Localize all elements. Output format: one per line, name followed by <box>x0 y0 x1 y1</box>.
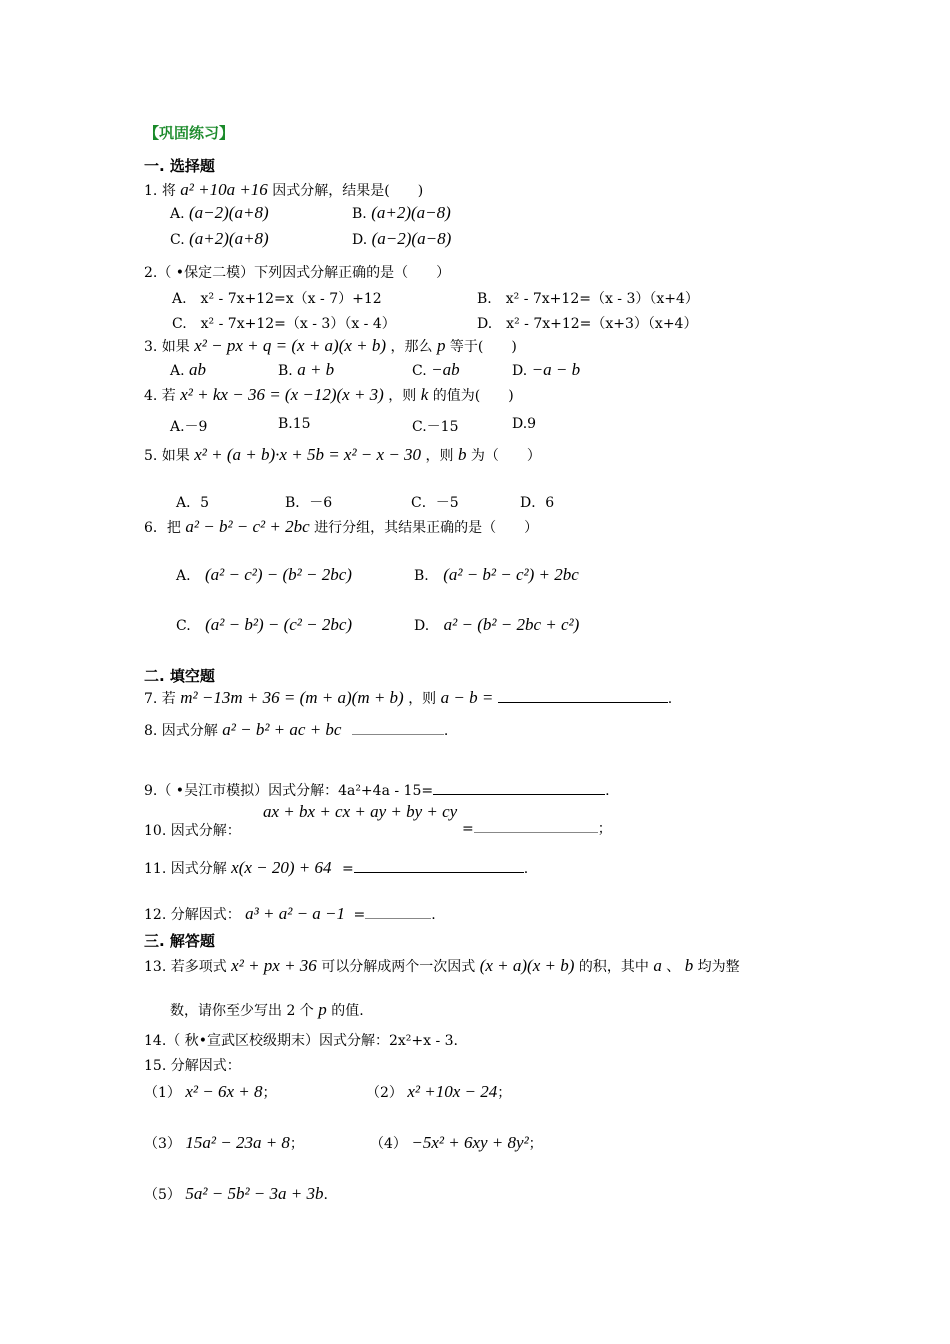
question-10-answer: = ； <box>462 818 612 838</box>
q3-option-b: B. a + b <box>278 360 335 379</box>
q5-option-c: C．－5 <box>411 495 459 511</box>
q3-option-a: A. ab <box>170 360 207 379</box>
q10-answer-blank[interactable] <box>474 818 598 833</box>
q5-option-d: D．6 <box>520 495 555 511</box>
section-solve: 三. 解答题 <box>144 932 215 950</box>
q1-option-b: B. (a+2)(a−8) <box>352 203 451 222</box>
question-11: 11. 因式分解 x(x − 20) + 64 = . <box>144 858 529 877</box>
section-multiple-choice: 一. 选择题 <box>144 157 215 175</box>
question-12: 12. 分解因式： a³ + a² − a −1 = . <box>144 904 436 923</box>
question-2: 2.（ •保定二模）下列因式分解正确的是（ ） <box>144 265 451 281</box>
q2-option-b: B. x² - 7x+12=（x - 3）（x+4） <box>477 291 699 307</box>
question-14: 14.（ 秋•宣武区校级期末）因式分解：2x²+x - 3. <box>144 1033 459 1049</box>
q6-option-b: B. (a² − b² − c²) + 2bc <box>414 565 579 584</box>
q15-item-4: （4） −5x² + 6xy + 8y²； <box>370 1133 543 1152</box>
q9-answer-blank[interactable] <box>433 780 605 795</box>
q6-option-a: A. (a² − c²) − (b² − 2bc) <box>176 565 352 584</box>
q1-option-c: C. (a+2)(a+8) <box>170 229 269 248</box>
section-fill-blank: 二. 填空题 <box>144 667 215 685</box>
question-13: 13. 若多项式 x² + px + 36 可以分解成两个一次因式 (x + a)(x + b) 的积，其中 a 、 b 均为整 <box>144 956 740 975</box>
q4-option-a: A.－9 <box>170 419 208 435</box>
q11-answer-blank[interactable] <box>354 858 524 873</box>
q5-option-a: A．5 <box>176 495 210 511</box>
question-8: 8. 因式分解 a² − b² + ac + bc . <box>144 720 449 739</box>
q6-option-d: D. a² − (b² − 2bc + c²) <box>414 615 580 634</box>
q4-option-b: B.15 <box>278 416 311 432</box>
q5-option-b: B．－6 <box>285 495 333 511</box>
question-10-label: 10. 因式分解： <box>144 823 241 839</box>
question-7: 7. 若 m² −13m + 36 = (m + a)(m + b) ，则 a − b = . <box>144 688 673 707</box>
question-10-expr: ax + bx + cx + ay + by + cy <box>263 802 458 821</box>
q2-option-a: A. x² - 7x+12=x（x - 7）+12 <box>172 291 382 307</box>
q3-option-c: C. −ab <box>412 360 460 379</box>
q15-item-5: （5） 5a² − 5b² − 3a + 3b. <box>144 1184 328 1203</box>
q2-option-d: D. x² - 7x+12=（x+3）（x+4） <box>477 316 698 332</box>
question-1: 1. 将 a² +10a +16 因式分解，结果是( ) <box>144 180 424 199</box>
q6-option-c: C. (a² − b²) − (c² − 2bc) <box>176 615 353 634</box>
q2-option-c: C. x² - 7x+12=（x - 3）（x - 4） <box>172 316 396 332</box>
q8-answer-blank[interactable] <box>352 720 444 735</box>
q4-option-c: C.－15 <box>412 419 459 435</box>
question-4: 4. 若 x² + kx − 36 = (x −12)(x + 3) ，则 k 的值为( ) <box>144 385 514 404</box>
question-15: 15. 分解因式： <box>144 1058 241 1074</box>
question-3: 3. 如果 x² − px + q = (x + a)(x + b) ，那么 p 等于( ) <box>144 336 517 355</box>
question-5: 5. 如果 x² + (a + b)·x + 5b = x² − x − 30 ，则 b 为（ ） <box>144 445 541 464</box>
q1-option-d: D. (a−2)(a−8) <box>352 229 452 248</box>
q7-answer-blank[interactable] <box>498 688 668 703</box>
q3-option-d: D. −a − b <box>512 360 581 379</box>
exercise-heading: 【巩固练习】 <box>144 124 235 142</box>
q1-option-a: A. (a−2)(a+8) <box>170 203 269 222</box>
question-9: 9.（ •吴江市模拟）因式分解：4a²+4a - 15= . <box>144 780 610 800</box>
q15-item-3: （3） 15a² − 23a + 8； <box>144 1133 304 1152</box>
q15-item-1: （1） x² − 6x + 8； <box>144 1082 277 1101</box>
q12-answer-blank[interactable] <box>365 904 431 919</box>
q15-item-2: （2） x² +10x − 24； <box>366 1082 512 1101</box>
question-13-line-2: 数，请你至少写出 2 个 p 的值. <box>170 1000 364 1019</box>
q4-option-d: D.9 <box>512 416 537 432</box>
question-6: 6．把 a² − b² − c² + 2bc 进行分组，其结果正确的是（ ） <box>144 517 539 536</box>
